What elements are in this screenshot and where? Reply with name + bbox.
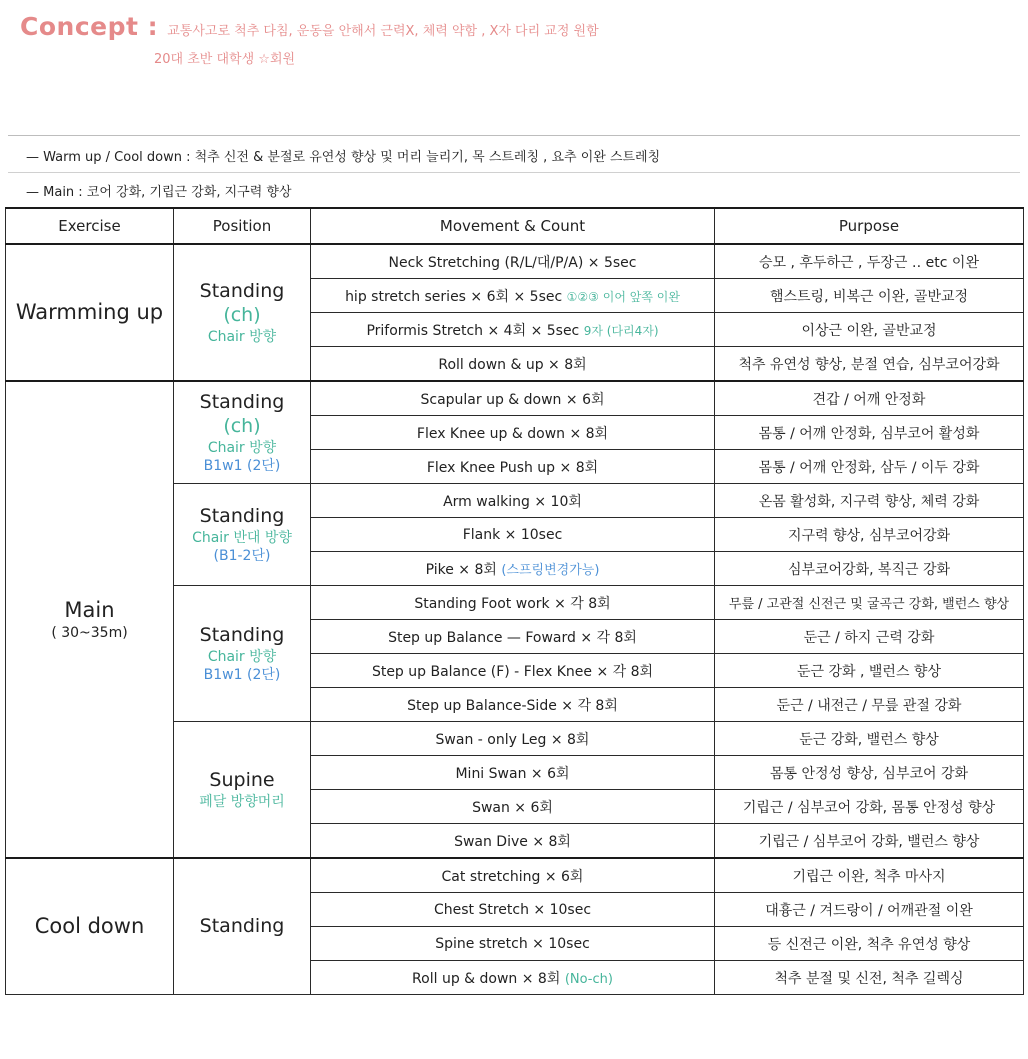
position-note-2: B1w1 (2단): [203, 458, 281, 475]
movement-cell: Scapular up & down × 6회: [311, 381, 715, 416]
movement-note: (스프링변경가능): [501, 562, 600, 578]
header-exercise: Exercise: [6, 208, 174, 244]
purpose-cell: 둔근 강화 , 밸런스 향상: [715, 654, 1024, 688]
movement-cell: [311, 313, 715, 347]
movement-cell: Step up Balance-Side × 각 8회: [311, 688, 715, 722]
movement-cell: [311, 961, 715, 995]
section-title: Cool down: [34, 914, 145, 939]
position-note: Chair 방향: [207, 329, 277, 346]
position-main: Standing: [199, 279, 285, 302]
purpose-cell: 이상근 이완, 골반교정: [715, 313, 1024, 347]
movement-cell: [311, 279, 715, 313]
section-warmup: [6, 244, 174, 381]
header-purpose: Purpose: [715, 208, 1024, 244]
purpose-cell: 기립근 / 심부코어 강화, 밸런스 향상: [715, 824, 1024, 859]
movement-cell: Arm walking × 10회: [311, 484, 715, 518]
movement-cell: Flex Knee Push up × 8회: [311, 450, 715, 484]
position-note-2: (B1-2단): [213, 547, 271, 564]
section-title: Warmming up: [15, 300, 164, 325]
position-note-2: B1w1 (2단): [203, 666, 281, 683]
movement-text: Pike × 8회: [425, 561, 497, 578]
purpose-cell: 온몸 활성화, 지구력 향상, 체력 강화: [715, 484, 1024, 518]
header-movement: Movement & Count: [311, 208, 715, 244]
movement-text: hip stretch series × 6회 × 5sec: [345, 288, 563, 305]
purpose-cell: 몸통 안정성 향상, 심부코어 강화: [715, 756, 1024, 790]
divider-line: [8, 172, 1020, 173]
movement-cell: Step up Balance — Foward × 각 8회: [311, 620, 715, 654]
purpose-cell: 둔근 / 내전근 / 무릎 관절 강화: [715, 688, 1024, 722]
position-note: Chair 방향: [207, 440, 277, 456]
position-note: 페달 방향머리: [199, 793, 285, 810]
position-cell: [174, 484, 311, 586]
concept-label: Concept :: [20, 12, 159, 41]
purpose-cell: 등 신전근 이완, 척추 유연성 향상: [715, 927, 1024, 961]
table-row: [6, 858, 1024, 893]
purpose-cell: 승모 , 후두하근 , 두장근 ‥ etc 이완: [715, 244, 1024, 279]
movement-cell: Mini Swan × 6회: [311, 756, 715, 790]
movement-cell: Step up Balance (F) - Flex Knee × 각 8회: [311, 654, 715, 688]
purpose-cell: 견갑 / 어깨 안정화: [715, 381, 1024, 416]
purpose-cell: 몸통 / 어깨 안정화, 삼두 / 이두 강화: [715, 450, 1024, 484]
movement-cell: Roll down & up × 8회: [311, 347, 715, 382]
movement-cell: Chest Stretch × 10sec: [311, 893, 715, 927]
section-main: [6, 381, 174, 858]
position-main: Standing: [199, 504, 285, 527]
exercise-table: [5, 207, 1024, 995]
position-note: Chair 반대 방향: [192, 529, 292, 546]
purpose-cell: 척추 유연성 향상, 분절 연습, 심부코어강화: [715, 347, 1024, 382]
header-position: Position: [174, 208, 311, 244]
section-title: Main: [64, 597, 115, 622]
concept-header: [20, 12, 1010, 67]
movement-text: Roll up & down × 8회: [412, 970, 561, 987]
movement-note: ①②③ 이어 앞쪽 이완: [566, 289, 680, 304]
section-duration: ( 30~35m): [51, 625, 128, 642]
movement-cell: Flank × 10sec: [311, 518, 715, 552]
position-cell: [174, 722, 311, 859]
table-header-row: [6, 208, 1024, 244]
table-row: [6, 244, 1024, 279]
position-note: Chair 방향: [207, 648, 277, 665]
position-main: Standing: [199, 390, 285, 413]
movement-cell: Swan Dive × 8회: [311, 824, 715, 859]
purpose-cell: 심부코어강화, 복직근 강화: [715, 552, 1024, 586]
movement-cell: Swan × 6회: [311, 790, 715, 824]
movement-note: (No-ch): [564, 971, 613, 987]
position-cell: [174, 381, 311, 484]
table-row: [6, 381, 1024, 416]
movement-cell: Flex Knee up & down × 8회: [311, 416, 715, 450]
purpose-cell: 척추 분절 및 신전, 척추 길렉싱: [715, 961, 1024, 995]
movement-note: 9자 (다리4자): [583, 323, 659, 338]
movement-text: Priformis Stretch × 4회 × 5sec: [366, 322, 580, 339]
concept-text: 교통사고로 척추 다침, 운동을 안해서 근력X, 체력 약함 , X자 다리 교정 원함: [167, 24, 599, 39]
purpose-cell: 둔근 강화, 밸런스 향상: [715, 722, 1024, 756]
purpose-cell: 대흉근 / 겨드랑이 / 어깨관절 이완: [715, 893, 1024, 927]
position-cell: [174, 586, 311, 722]
purpose-cell: 둔근 / 하지 근력 강화: [715, 620, 1024, 654]
position-paren: (ch): [223, 415, 261, 438]
purpose-cell: 기립근 / 심부코어 강화, 몸통 안정성 향상: [715, 790, 1024, 824]
concept-subline: 20대 초반 대학생 ☆회원: [154, 52, 296, 67]
position-main: Standing: [199, 623, 285, 646]
position-main: Supine: [209, 769, 275, 792]
section-cooldown: [6, 858, 174, 995]
purpose-cell: 기립근 이완, 척추 마사지: [715, 858, 1024, 893]
purpose-cell: 몸통 / 어깨 안정화, 심부코어 활성화: [715, 416, 1024, 450]
purpose-cell: 지구력 향상, 심부코어강화: [715, 518, 1024, 552]
movement-cell: Spine stretch × 10sec: [311, 927, 715, 961]
purpose-cell: 햄스트링, 비복근 이완, 골반교정: [715, 279, 1024, 313]
position-paren: (ch): [223, 304, 261, 327]
position-main: Standing: [199, 915, 285, 938]
note-warmup-cooldown: — Warm up / Cool down : 척추 신전 & 분절로 유연성 향상 및 머리 늘리기, 목 스트레칭 , 요추 이완 스트레칭: [26, 150, 661, 165]
movement-cell: Swan - only Leg × 8회: [311, 722, 715, 756]
movement-cell: Cat stretching × 6회: [311, 858, 715, 893]
movement-cell: Neck Stretching (R/L/대/P/A) × 5sec: [311, 244, 715, 279]
movement-cell: Standing Foot work × 각 8회: [311, 586, 715, 620]
divider-line: [8, 135, 1020, 136]
movement-cell: [311, 552, 715, 586]
position-cell: [174, 858, 311, 995]
note-main: — Main : 코어 강화, 기립근 강화, 지구력 향상: [26, 185, 292, 200]
position-cell: [174, 244, 311, 381]
purpose-cell: 무릎 / 고관절 신전근 및 굴곡근 강화, 밸런스 향상: [715, 586, 1024, 620]
